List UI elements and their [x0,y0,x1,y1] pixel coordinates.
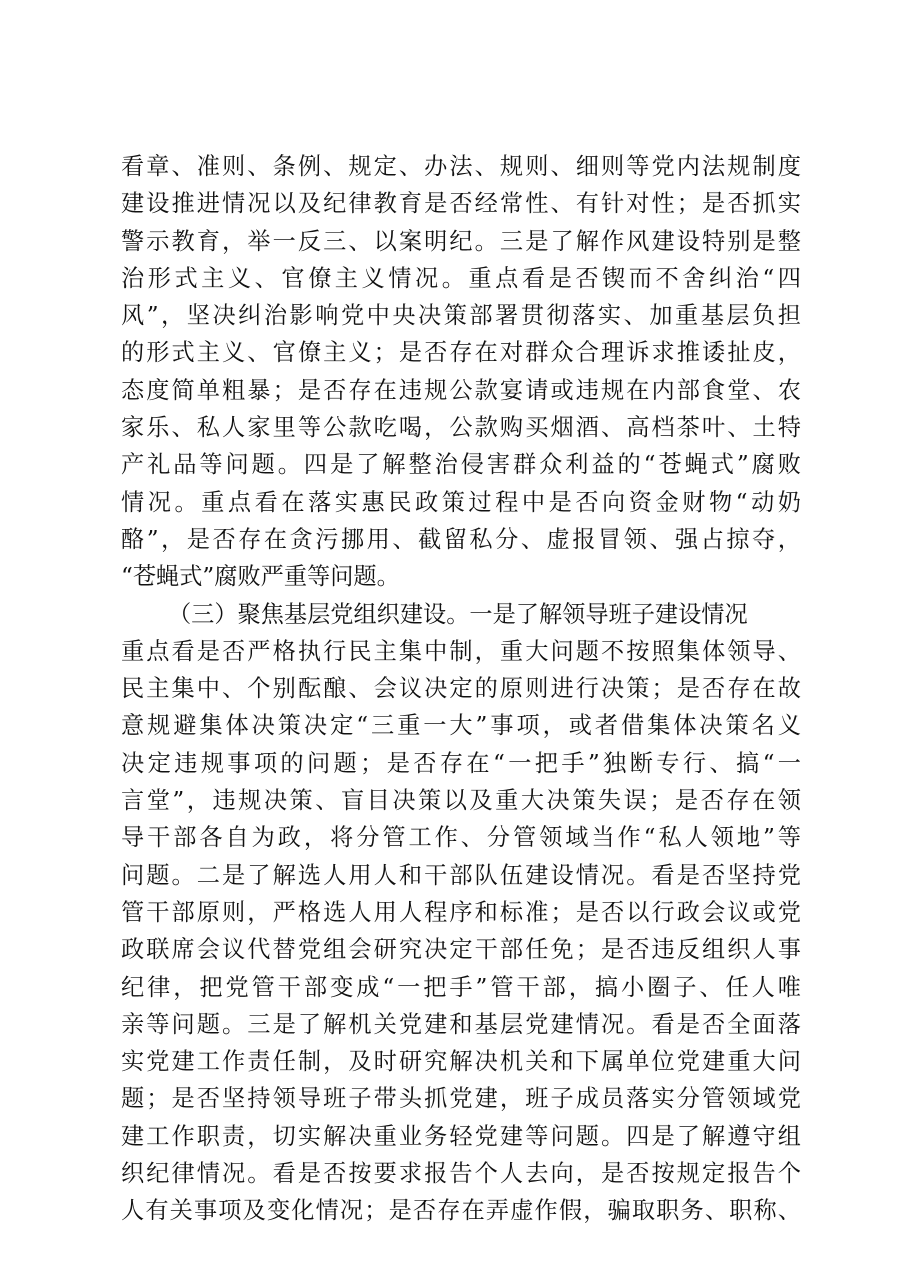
text-line: 警示教育，举一反三、以案明纪。三是了解作风建设特别是整 [121,227,801,255]
text-line: 言堂”，违规决策、盲目决策以及重大决策失误；是否存在领 [121,787,801,815]
text-line: 风”，坚决纠治影响党中央决策部署贯彻落实、加重基层负担 [121,302,801,330]
text-line: 重点看是否严格执行民主集中制，重大问题不按照集体领导、 [121,637,801,665]
text-line: 看章、准则、条例、规定、办法、规则、细则等党内法规制度 [121,153,801,180]
text-line: 的形式主义、官僚主义；是否存在对群众合理诉求推诿扯皮， [121,339,801,367]
text-line: 意规避集体决策决定“三重一大”事项，或者借集体决策名义 [121,712,801,740]
text-line: 问题。二是了解选人用人和干部队伍建设情况。看是否坚持党 [121,861,801,889]
paragraph [121,148,801,596]
text-line: 治形式主义、官僚主义情况。重点看是否锲而不舍纠治“四 [121,264,801,292]
text-line: 情况。重点看在落实惠民政策过程中是否向资金财物“动奶 [121,488,801,516]
text-line: 管干部原则，严格选人用人程序和标准；是否以行政会议或党 [121,898,801,926]
text-line: 建工作职责，切实解决重业务轻党建等问题。四是了解遵守组 [121,1122,801,1150]
document-body [121,148,801,1230]
text-line: 决定违规事项的问题；是否存在“一把手”独断专行、搞“一 [121,749,801,777]
text-line: 民主集中、个别酝酿、会议决定的原则进行决策；是否存在故 [121,675,801,703]
paragraph [121,596,801,1230]
text-line: 建设推进情况以及纪律教育是否经常性、有针对性；是否抓实 [121,190,801,218]
text-line: 产礼品等问题。四是了解整治侵害群众利益的“苍蝇式”腐败 [121,451,801,479]
text-line: 实党建工作责任制，及时研究解决机关和下属单位党建重大问 [121,1048,801,1076]
text-line: （三）聚焦基层党组织建设。一是了解领导班子建设情况 [168,600,748,628]
text-line: 酪”，是否存在贪污挪用、截留私分、虚报冒领、强占掠夺， [121,525,801,553]
text-line: 态度简单粗暴；是否存在违规公款宴请或违规在内部食堂、农 [121,376,801,404]
text-line: 亲等问题。三是了解机关党建和基层党建情况。看是否全面落 [121,1010,801,1038]
text-line: 题；是否坚持领导班子带头抓党建，班子成员落实分管领域党 [121,1085,801,1113]
text-line: 政联席会议代替党组会研究决定干部任免；是否违反组织人事 [121,936,801,964]
text-line: 导干部各自为政，将分管工作、分管领域当作“私人领地”等 [121,824,801,852]
text-line: 纪律，把党管干部变成“一把手”管干部，搞小圈子、任人唯 [121,973,801,1001]
text-line: 人有关事项及变化情况；是否存在弄虚作假，骗取职务、职称、 [121,1197,801,1225]
text-line: 家乐、私人家里等公款吃喝，公款购买烟酒、高档茶叶、土特 [121,414,801,442]
text-line: 织纪律情况。看是否按要求报告个人去向，是否按规定报告个 [121,1160,801,1188]
text-line: “苍蝇式”腐败严重等问题。 [121,563,400,591]
